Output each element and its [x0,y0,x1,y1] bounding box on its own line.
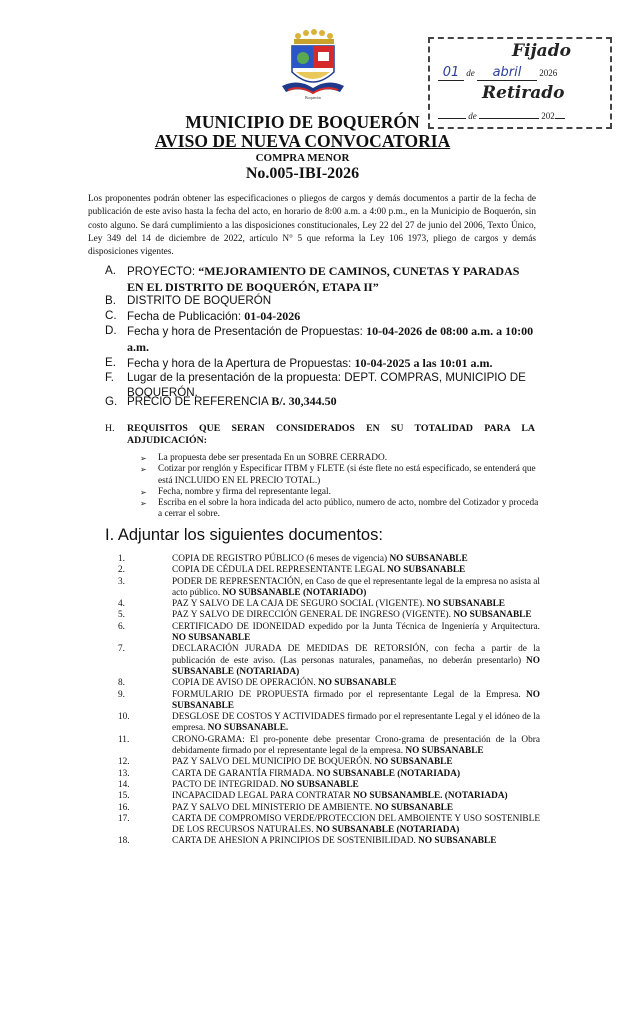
document-number: 4. [118,599,125,610]
item-c: C. Fecha de Publicación: 01-04-2026 [105,308,301,323]
item-a-cont: EN EL DISTRITO DE BOQUERÓN, ETAPA II” [127,279,379,294]
document-text: CRONO-GRAMA: El pro-ponente debe presentar Crono-grama de presentación de la Obra debidamente firmado por el representante legal de la empresa. NO SUBSANABLE [172,734,540,757]
document-number: 1. [118,554,125,564]
requirement-text: Escriba en el sobre la hora indicada del acto público, numero de acto, nombre del Cotizador y proceda a cerrar el sobre. [158,498,539,520]
requirement-text: Cotizar por renglón y Especificar ITBM y FLETE (si éste flete no está especificado, se entenderá que está INCLUIDO EN EL PRECIO TOTAL.) [158,464,536,486]
document-text: DECLARACIÓN JURADA DE MEDIDAS DE RETORSIÓN, con fecha a partir de la publicación de este aviso. (Las personas naturales, panameñas, no deberán presentarlo) NO SUBSANABLE (NOTARIADA) [172,644,540,677]
document-text: DESGLOSE DE COSTOS Y ACTIVIDADES firmado por el representante Legal y el idóneo de la empresa. NO SUBSANABLE. [172,712,540,734]
document-item [108,690,540,713]
municipality-title: MUNICIPIO DE BOQUERÓN [185,112,420,132]
document-number: 17. [118,813,130,824]
document-item [108,814,540,837]
document-number: 11. [118,734,130,745]
notice-number: No.005-IBI-2026 [245,165,360,182]
document-item [108,757,540,768]
arrow-bullet-icon: ➢ [140,499,147,509]
document-text: CERTIFICADO DE IDONEIDAD expedido por la Junta Técnica de Ingeniería y Arquitectura. NO SUBSANABLE [172,621,540,644]
document-item [108,678,540,689]
document-text: PAZ Y SALVO DE LA CAJA DE SEGURO SOCIAL (VIGENTE). NO SUBSANABLE [172,599,506,610]
document-item [108,622,540,645]
arrow-bullet-icon: ➢ [140,487,147,497]
document-text: CARTA DE AHESION A PRINCIPIOS DE SOSTENIBILIDAD. NO SUBSANABLE [172,836,497,847]
requirements-heading: H. REQUISITOS QUE SERAN CONSIDERADOS EN SU TOTALIDAD PARA LA ADJUDICACIÓN: [105,423,535,446]
item-e: E. Fecha y hora de la Apertura de Propuestas: 10-04-2025 a las 10:01 a.m. [105,355,493,370]
document-text: PODER DE REPRESENTACIÓN, en Caso de que el representante legal de la empresa no asista al acto público. NO SUBSANABLE (NOTARIADO) [172,576,540,598]
document-number: 2. [118,565,125,576]
item-f: F. Lugar de la presentación de la propuesta: DEPT. COMPRAS, MUNICIPIO DE [105,371,526,385]
notice-title: AVISO DE NUEVA CONVOCATORIA [154,131,451,151]
item-a: A. PROYECTO: “MEJORAMIENTO DE CAMINOS, CUNETAS Y PARADAS [105,264,520,278]
notice-items [105,264,545,400]
document-text: PAZ Y SALVO DEL MINISTERIO DE AMBIENTE. NO SUBSANABLE [172,802,454,813]
document-text: COPIA DE AVISO DE OPERACIÓN. NO SUBSANABLE [172,678,397,689]
requirement-bullet [140,453,540,464]
document-text: INCAPACIDAD LEGAL PARA CONTRATAR NO SUBSANAMBLE. (NOTARIADA) [172,791,508,802]
document-number: 3. [118,576,125,587]
stamp-fijado-date: 01 de abril 2026 [438,65,557,81]
item-b: B. DISTRITO DE BOQUERÓN [105,294,272,308]
item-d: D. Fecha y hora de Presentación de Propuestas: 10-04-2026 de 08:00 a.m. a 10:00 a.m. [105,324,534,354]
document-number: 8. [118,678,125,689]
item-f-cont: BOQUERÓN. [127,385,198,399]
document-item [108,780,540,791]
crest-caption: Boquerón [305,95,321,100]
document-number: 6. [118,621,125,632]
document-text: CARTA DE GARANTÍA FIRMADA. NO SUBSANABLE (NOTARIADA) [172,768,461,779]
document-number: 9. [118,689,125,700]
document-item [108,644,540,678]
document-number: 15. [118,791,130,802]
document-item [108,836,540,847]
requirement-bullet [140,487,540,498]
document-item [108,803,540,814]
document-item [108,577,540,600]
document-text: PAZ Y SALVO DEL MUNICIPIO DE BOQUERÓN. NO SUBSANABLE [172,757,453,768]
arrow-bullet-icon: ➢ [140,465,147,475]
requirements-list [140,453,540,521]
stamp-retirado-date: de 202 [438,111,565,121]
document-text: COPIA DE CÉDULA DEL REPRESENTANTE LEGAL NO SUBSANABLE [172,565,466,576]
document-text: PAZ Y SALVO DE DIRECCIÓN GENERAL DE INGRESO (VIGENTE). NO SUBSANABLE [172,610,532,621]
requirement-text: La propuesta debe ser presentada En un SOBRE CERRADO. [158,453,388,463]
document-text: COPIA DE REGISTRO PÚBLICO (6 meses de vigencia) NO SUBSANABLE [172,554,468,564]
document-item [108,554,540,565]
intro-paragraph: Los proponentes podrán obtener las especificaciones o pliegos de cargos y demás documentos a partir de la fecha de publicación de este aviso hasta la fecha del acto, en horario de 8:00 a.m. a 4:00 p.m., en la Municipio de Boquerón, sin costo alguno. Se dará cumplimiento a las disposiciones constitucionales, Ley 22 del 27 de junio del 2006, Texto Único, Ley 349 del 14 de diciembre de 2022, artículo N° 5 que reforma la Ley 106 1973, pliego de cargos y demás disposiciones vigentes. [88,194,536,258]
stamp-fijado: Fijado [512,41,571,61]
document-number: 14. [118,779,130,790]
document-item [108,735,540,758]
document-number: 5. [118,610,125,621]
document-item [108,769,540,780]
document-number: 16. [118,802,130,813]
purchase-type: COMPRA MENOR [255,152,350,164]
requirement-text: Fecha, nombre y firma del representante legal. [158,486,331,497]
document-number: 7. [118,644,125,655]
reference-price: G. PRECIO DE REFERENCIA B/. 30,344.50 [105,394,337,408]
document-number: 12. [118,757,130,768]
document-item [108,712,540,735]
stamp-retirado: Retirado [482,83,565,103]
document-item [108,791,540,802]
document-number: 18. [118,836,130,847]
document-item [108,599,540,610]
document-text: FORMULARIO DE PROPUESTA firmado por el representante Legal de la Empresa. NO SUBSANABLE [172,689,540,711]
document-number: 13. [118,768,130,779]
requirement-bullet [140,464,540,487]
arrow-bullet-icon: ➢ [140,454,147,463]
document-text: PACTO DE INTEGRIDAD. NO SUBSANABLE [172,779,359,790]
requirement-bullet [140,498,540,521]
document-text: CARTA DE COMPROMISO VERDE/PROTECCION DEL AMBOIENTE Y USO SOSTENIBLE DE LOS RECURSOS NATURALES. NO SUBSANABLE (NOTARIADA) [172,813,540,836]
document-item [108,565,540,576]
document-item [108,610,540,621]
documents-list [108,554,540,848]
document-number: 10. [118,712,130,723]
section-i-title: I. Adjuntar los siguientes documentos: [105,526,383,544]
